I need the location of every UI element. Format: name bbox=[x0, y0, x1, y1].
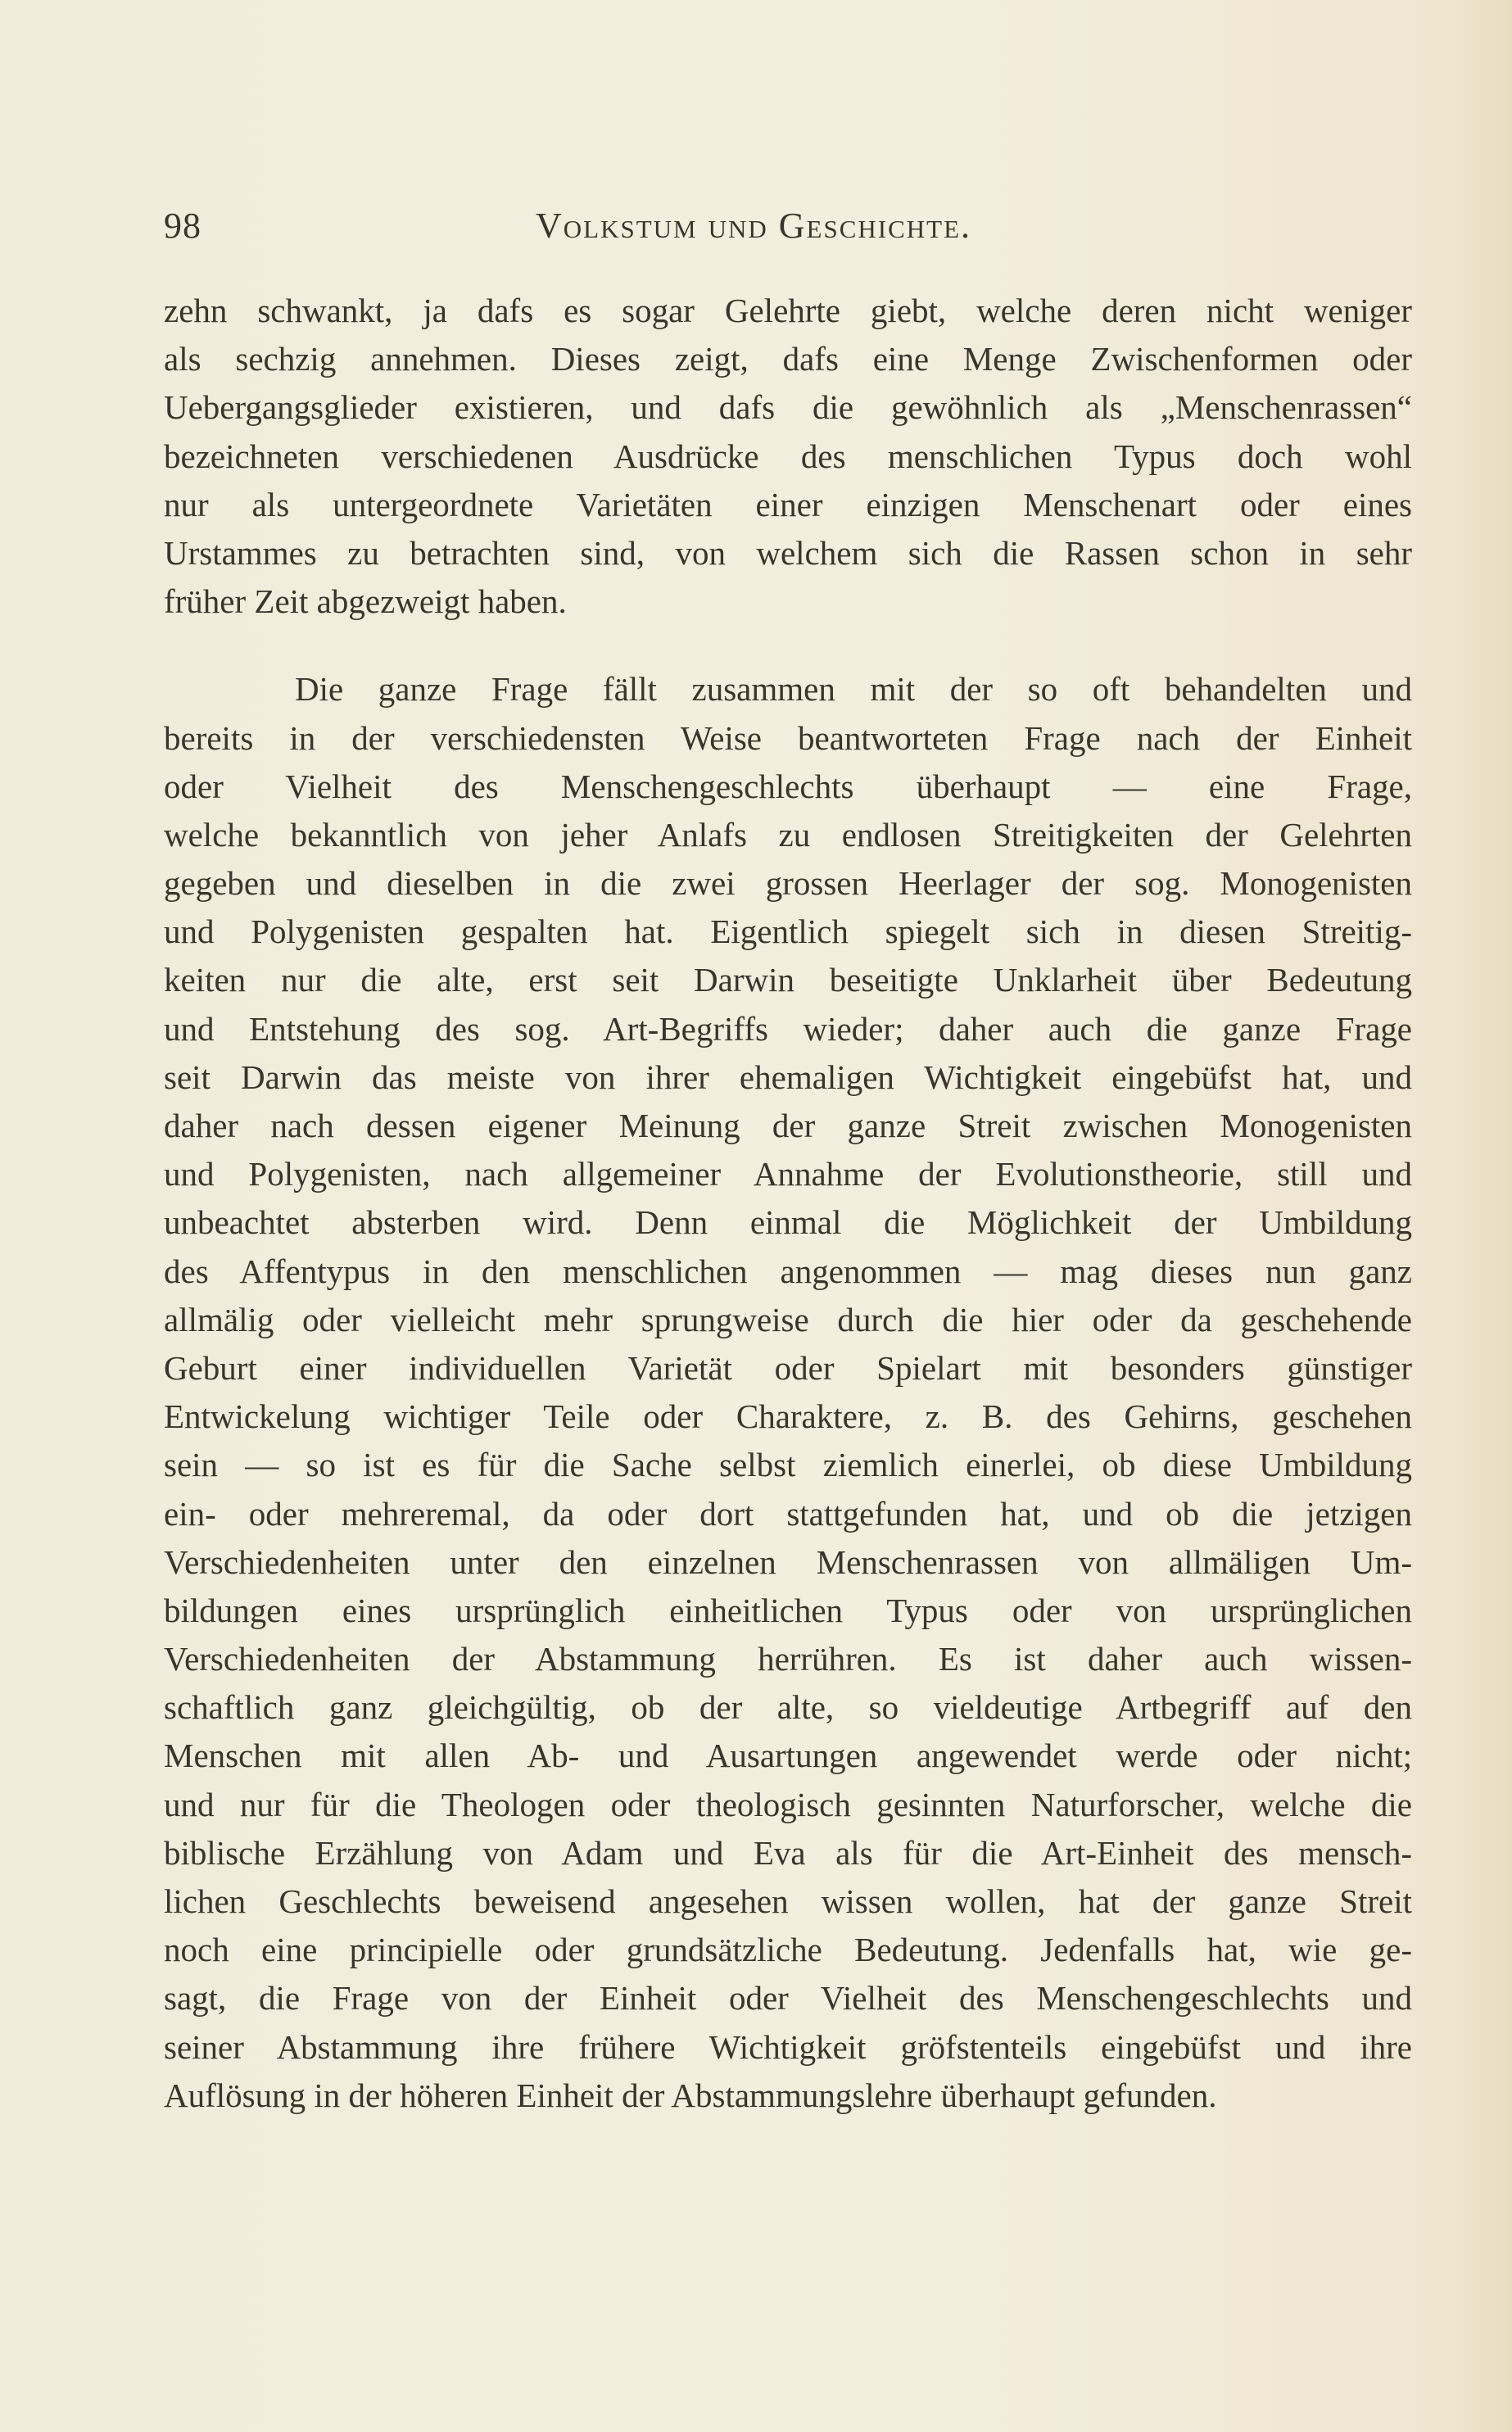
page-header bbox=[164, 205, 1343, 254]
text-line: seiner Abstammung ihre frühere Wichtigkeit gröfstenteils eingebüfst und ihre bbox=[164, 2027, 1412, 2066]
text-line: bereits in der verschiedensten Weise beantworteten Frage nach der Einheit bbox=[164, 718, 1412, 757]
text-line: Urstammes zu betrachten sind, von welchem sich die Rassen schon in sehr bbox=[164, 533, 1412, 572]
text-line: und Polygenisten gespalten hat. Eigentlich spiegelt sich in diesen Streitig- bbox=[164, 913, 1412, 951]
text-line: des Affentypus in den menschlichen angenommen — mag dieses nun ganz bbox=[164, 1252, 1412, 1290]
text-line: Uebergangsglieder existieren, und dafs die gewöhnlich als „Menschenrassen“ bbox=[164, 388, 1412, 427]
text-line: keiten nur die alte, erst seit Darwin beseitigte Unklarheit über Bedeutung bbox=[164, 961, 1412, 999]
text-line: Verschiedenheiten der Abstammung herrühren. Es ist daher auch wissen- bbox=[164, 1640, 1412, 1678]
text-line: sagt, die Frage von der Einheit oder Vielheit des Menschengeschlechts und bbox=[164, 1979, 1412, 2018]
text-line: nur als untergeordnete Varietäten einer einzigen Menschenart oder eines bbox=[164, 485, 1412, 523]
body-text bbox=[164, 287, 1412, 2120]
running-title: Volkstum und Geschichte. bbox=[535, 206, 972, 246]
text-line: sein — so ist es für die Sache selbst ziemlich einerlei, ob diese Umbildung bbox=[164, 1446, 1412, 1484]
text-line: Verschiedenheiten unter den einzelnen Menschenrassen von allmäligen Um- bbox=[164, 1542, 1412, 1581]
text-line: gegeben und dieselben in die zwei grossen Heerlager der sog. Monogenisten bbox=[164, 864, 1412, 903]
paragraph-gap bbox=[164, 626, 1412, 665]
text-line: früher Zeit abgezweigt haben. bbox=[164, 582, 567, 621]
text-line: als sechzig annehmen. Dieses zeigt, dafs eine Menge Zwischenformen oder bbox=[164, 340, 1412, 378]
text-line: ein- oder mehreremal, da oder dort stattgefunden hat, und ob die jetzigen bbox=[164, 1494, 1412, 1533]
text-line: allmälig oder vielleicht mehr sprungweise durch die hier oder da geschehende bbox=[164, 1300, 1412, 1338]
text-line: und Polygenisten, nach allgemeiner Annahme der Evolutionstheorie, still und bbox=[164, 1155, 1412, 1193]
text-line: unbeachtet absterben wird. Denn einmal die Möglichkeit der Umbildung bbox=[164, 1203, 1412, 1242]
text-line: welche bekanntlich von jeher Anlafs zu endlosen Streitigkeiten der Gelehrten bbox=[164, 815, 1412, 854]
text-line: Entwickelung wichtiger Teile oder Charaktere, z. B. des Gehirns, geschehen bbox=[164, 1397, 1412, 1436]
text-line: biblische Erzählung von Adam und Eva als für die Art-Einheit des mensch- bbox=[164, 1833, 1412, 1872]
page-number: 98 bbox=[164, 206, 201, 246]
text-line: noch eine principielle oder grundsätzliche Bedeutung. Jedenfalls hat, wie ge- bbox=[164, 1931, 1412, 1969]
text-line: Die ganze Frage fällt zusammen mit der so oft behandelten und bbox=[295, 670, 1412, 709]
text-line: daher nach dessen eigener Meinung der ganze Streit zwischen Monogenisten bbox=[164, 1107, 1412, 1144]
text-line: und Entstehung des sog. Art-Begriffs wieder; daher auch die ganze Frage bbox=[164, 1009, 1412, 1048]
text-line: schaftlich ganz gleichgültig, ob der alte, so vieldeutige Artbegriff auf den bbox=[164, 1688, 1412, 1727]
text-line: Menschen mit allen Ab- und Ausartungen angewendet werde oder nicht; bbox=[164, 1737, 1412, 1775]
text-line: und nur für die Theologen oder theologisch gesinnten Naturforscher, welche die bbox=[164, 1785, 1412, 1823]
text-line: Auflösung in der höheren Einheit der Abstammungslehre überhaupt gefunden. bbox=[164, 2076, 1217, 2114]
text-line: bildungen eines ursprünglich einheitlichen Typus oder von ursprünglichen bbox=[164, 1591, 1412, 1629]
text-line: seit Darwin das meiste von ihrer ehemaligen Wichtigkeit eingebüfst hat, und bbox=[164, 1057, 1412, 1096]
paragraph-2 bbox=[164, 665, 1412, 2120]
paragraph-1 bbox=[164, 287, 1412, 626]
text-line: lichen Geschlechts beweisend angesehen wissen wollen, hat der ganze Streit bbox=[164, 1882, 1412, 1920]
text-line: bezeichneten verschiedenen Ausdrücke des menschlichen Typus doch wohl bbox=[164, 437, 1412, 475]
text-line: zehn schwankt, ja dafs es sogar Gelehrte giebt, welche deren nicht weniger bbox=[164, 292, 1412, 329]
text-line: Geburt einer individuellen Varietät oder Spielart mit besonders günstiger bbox=[164, 1348, 1412, 1387]
text-line: oder Vielheit des Menschengeschlechts überhaupt — eine Frage, bbox=[164, 767, 1412, 805]
